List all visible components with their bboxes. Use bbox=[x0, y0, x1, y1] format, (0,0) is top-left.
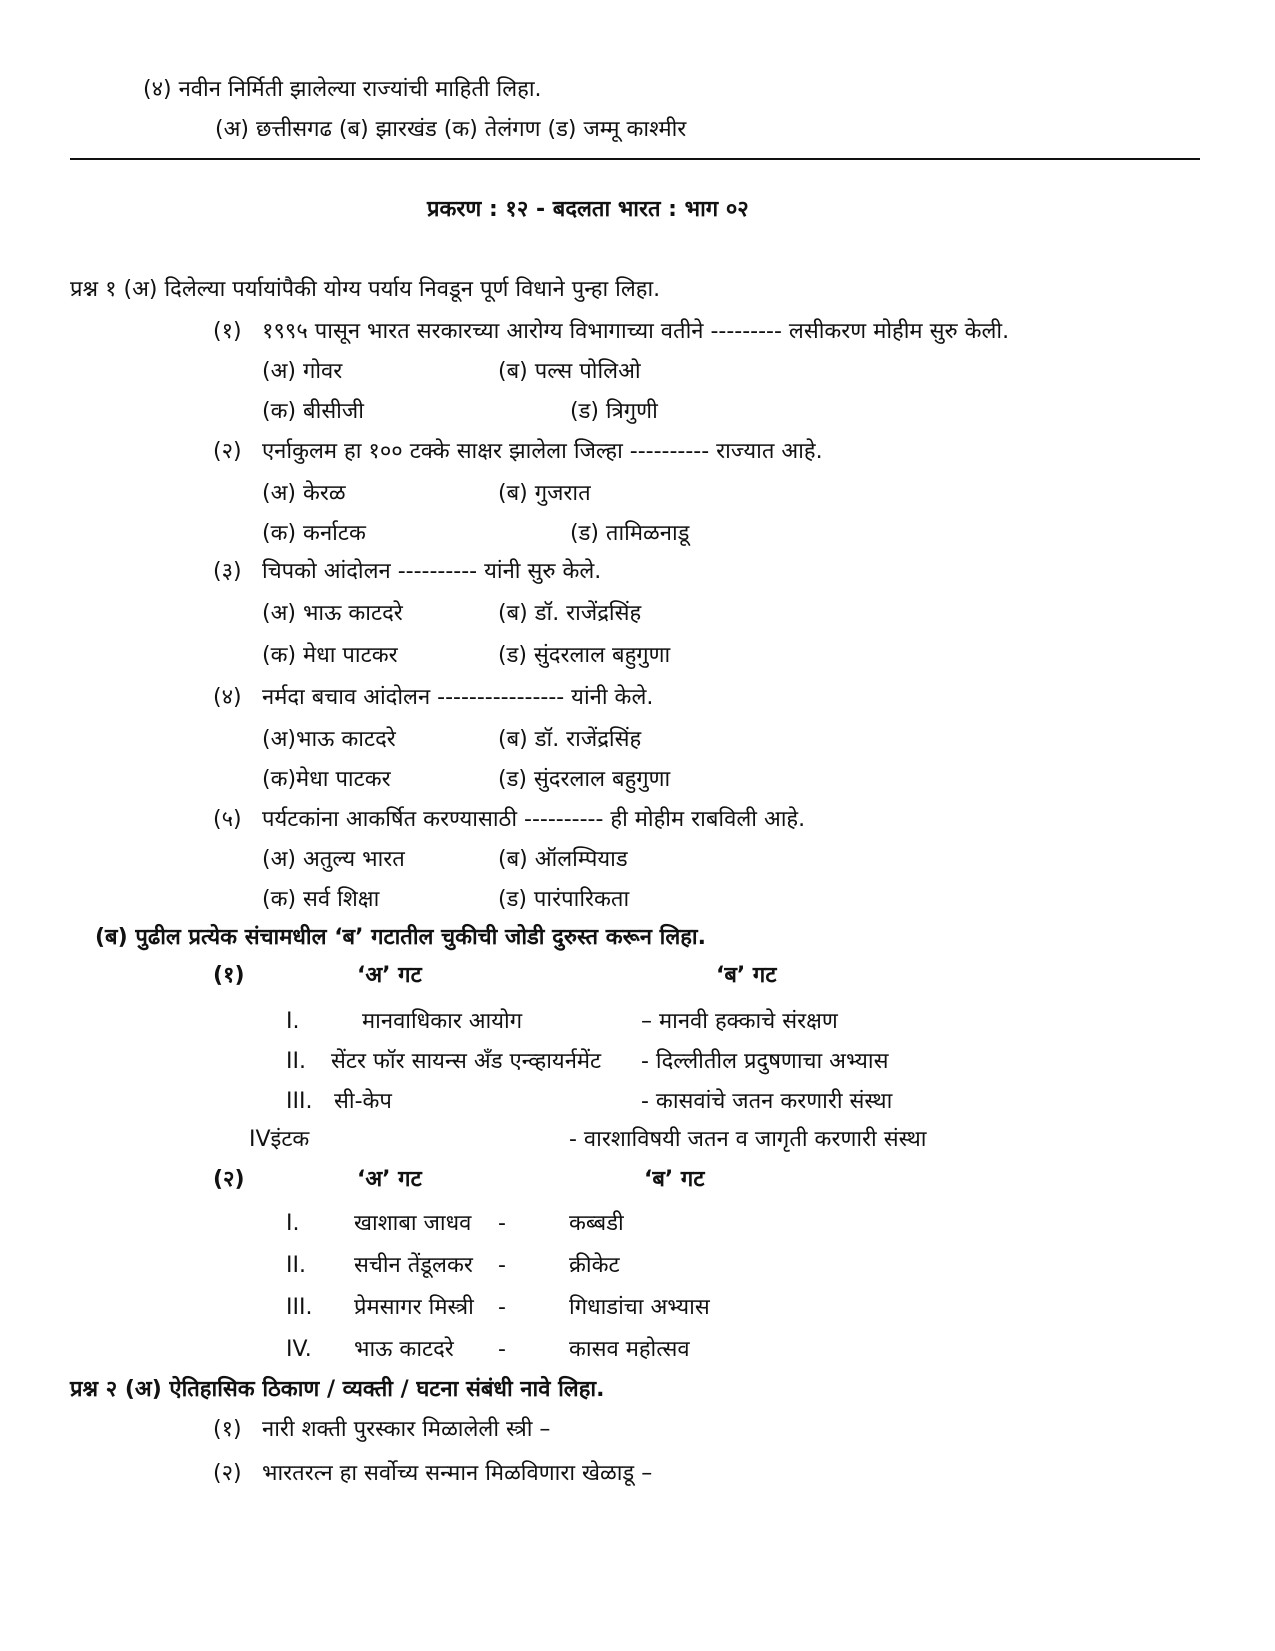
row-col-b: - वारशाविषयी जतन व जागृती करणारी संस्था bbox=[569, 1127, 927, 1152]
option-c: (क) कर्नाटक bbox=[262, 521, 366, 546]
option-a: (अ) अतुल्य भारत bbox=[262, 847, 405, 872]
row-roman: II. bbox=[286, 1253, 306, 1278]
q1-heading: प्रश्न १ (अ) दिलेल्या पर्यायांपैकी योग्य पर्याय निवडून पूर्ण विधाने पुन्हा लिहा. bbox=[70, 277, 661, 302]
option-c: (क) मेधा पाटकर bbox=[262, 643, 398, 668]
item-text: चिपको आंदोलन ---------- यांनी सुरु केले. bbox=[262, 559, 602, 584]
item-text: पर्यटकांना आकर्षित करण्यासाठी ---------- ही मोहीम राबविली आहे. bbox=[262, 807, 806, 832]
item-number: (२) bbox=[213, 1461, 242, 1486]
item-number: (१) bbox=[213, 1417, 242, 1442]
option-b: (ब) ऑलम्पियाड bbox=[498, 847, 628, 872]
section-divider bbox=[70, 158, 1200, 160]
row-col-b: कासव महोत्सव bbox=[569, 1337, 690, 1362]
option-a: (अ) भाऊ काटदरे bbox=[262, 601, 403, 626]
set-number: (१) bbox=[213, 963, 245, 988]
row-col-a: सचीन तेंडूलकर bbox=[354, 1253, 473, 1278]
row-col-a: सेंटर फॉर सायन्स अँड एन्व्हायर्नमेंट bbox=[331, 1049, 602, 1074]
row-col-a: सी-केप bbox=[334, 1089, 392, 1114]
row-col-b: - दिल्लीतील प्रदुषणाचा अभ्यास bbox=[641, 1049, 889, 1074]
item-text: नारी शक्ती पुरस्कार मिळालेली स्त्री – bbox=[262, 1417, 551, 1442]
row-col-b: कब्बडी bbox=[569, 1211, 624, 1236]
option-d: (ड) तामिळनाडू bbox=[570, 521, 690, 546]
option-d: (ड) सुंदरलाल बहुगुणा bbox=[498, 767, 671, 792]
item-text: एर्नाकुलम हा १०० टक्के साक्षर झालेला जिल्हा ---------- राज्यात आहे. bbox=[262, 439, 823, 464]
column-a-header: ‘अ’ गट bbox=[357, 1167, 422, 1192]
item-number: (४) bbox=[213, 685, 242, 710]
q2-heading: प्रश्न २ (अ) ऐतिहासिक ठिकाण / व्यक्ती / घटना संबंधी नावे लिहा. bbox=[70, 1377, 605, 1402]
q1b-heading: (ब) पुढील प्रत्येक संचामधील ‘ब’ गटातील चुकीची जोडी दुरुस्त करून लिहा. bbox=[95, 925, 706, 950]
set-number: (२) bbox=[213, 1167, 245, 1192]
row-roman: I. bbox=[286, 1009, 300, 1034]
row-roman: III. bbox=[286, 1089, 313, 1114]
option-c: (क) बीसीजी bbox=[262, 399, 364, 424]
row-col-a: मानवाधिकार आयोग bbox=[362, 1009, 523, 1034]
item-text: नर्मदा बचाव आंदोलन ---------------- यांनी केले. bbox=[262, 685, 654, 710]
option-d: (ड) सुंदरलाल बहुगुणा bbox=[498, 643, 671, 668]
item-number: (५) bbox=[213, 807, 242, 832]
item-text: १९९५ पासून भारत सरकारच्या आरोग्य विभागाच्या वतीने --------- लसीकरण मोहीम सुरु केली. bbox=[262, 319, 1010, 344]
prev-question-4-options: (अ) छत्तीसगढ (ब) झारखंड (क) तेलंगण (ड) जम्मू काश्मीर bbox=[215, 117, 687, 142]
option-c: (क)मेधा पाटकर bbox=[262, 767, 391, 792]
row-dash: - bbox=[498, 1337, 506, 1362]
option-d: (ड) त्रिगुणी bbox=[570, 399, 658, 424]
option-b: (ब) डॉ. राजेंद्रसिंह bbox=[498, 601, 642, 626]
option-b: (ब) डॉ. राजेंद्रसिंह bbox=[498, 727, 642, 752]
row-col-a: प्रेमसागर मिस्त्री bbox=[354, 1295, 474, 1320]
prev-question-4: (४) नवीन निर्मिती झालेल्या राज्यांची माहिती लिहा. bbox=[143, 77, 542, 102]
option-c: (क) सर्व शिक्षा bbox=[262, 887, 380, 912]
row-col-b: – मानवी हक्काचे संरक्षण bbox=[641, 1009, 838, 1034]
row-dash: - bbox=[498, 1211, 506, 1236]
row-col-b: - कासवांचे जतन करणारी संस्था bbox=[641, 1089, 893, 1114]
row-roman: IVइंटक bbox=[249, 1127, 310, 1152]
row-col-b: गिधाडांचा अभ्यास bbox=[569, 1295, 710, 1320]
option-b: (ब) गुजरात bbox=[498, 481, 591, 506]
row-roman: III. bbox=[286, 1295, 313, 1320]
column-a-header: ‘अ’ गट bbox=[357, 963, 422, 988]
row-roman: IV. bbox=[286, 1337, 312, 1362]
option-a: (अ)भाऊ काटदरे bbox=[262, 727, 396, 752]
option-a: (अ) गोवर bbox=[262, 359, 343, 384]
item-number: (१) bbox=[213, 319, 242, 344]
item-text: भारतरत्न हा सर्वोच्य सन्मान मिळविणारा खेळाडू – bbox=[262, 1461, 653, 1486]
option-b: (ब) पल्स पोलिओ bbox=[498, 359, 641, 384]
row-col-b: क्रीकेट bbox=[569, 1253, 620, 1278]
item-number: (२) bbox=[213, 439, 242, 464]
item-number: (३) bbox=[213, 559, 242, 584]
column-b-header: ‘ब’ गट bbox=[644, 1167, 705, 1192]
row-roman: I. bbox=[286, 1211, 300, 1236]
row-col-a: खाशाबा जाधव bbox=[354, 1211, 472, 1236]
row-dash: - bbox=[498, 1295, 506, 1320]
row-dash: - bbox=[498, 1253, 506, 1278]
option-d: (ड) पारंपारिकता bbox=[498, 887, 630, 912]
row-col-a: भाऊ काटदरे bbox=[354, 1337, 454, 1362]
row-roman: II. bbox=[286, 1049, 306, 1074]
option-a: (अ) केरळ bbox=[262, 481, 346, 506]
chapter-title: प्रकरण : १२ - बदलता भारत : भाग ०२ bbox=[427, 197, 749, 222]
column-b-header: ‘ब’ गट bbox=[716, 963, 777, 988]
